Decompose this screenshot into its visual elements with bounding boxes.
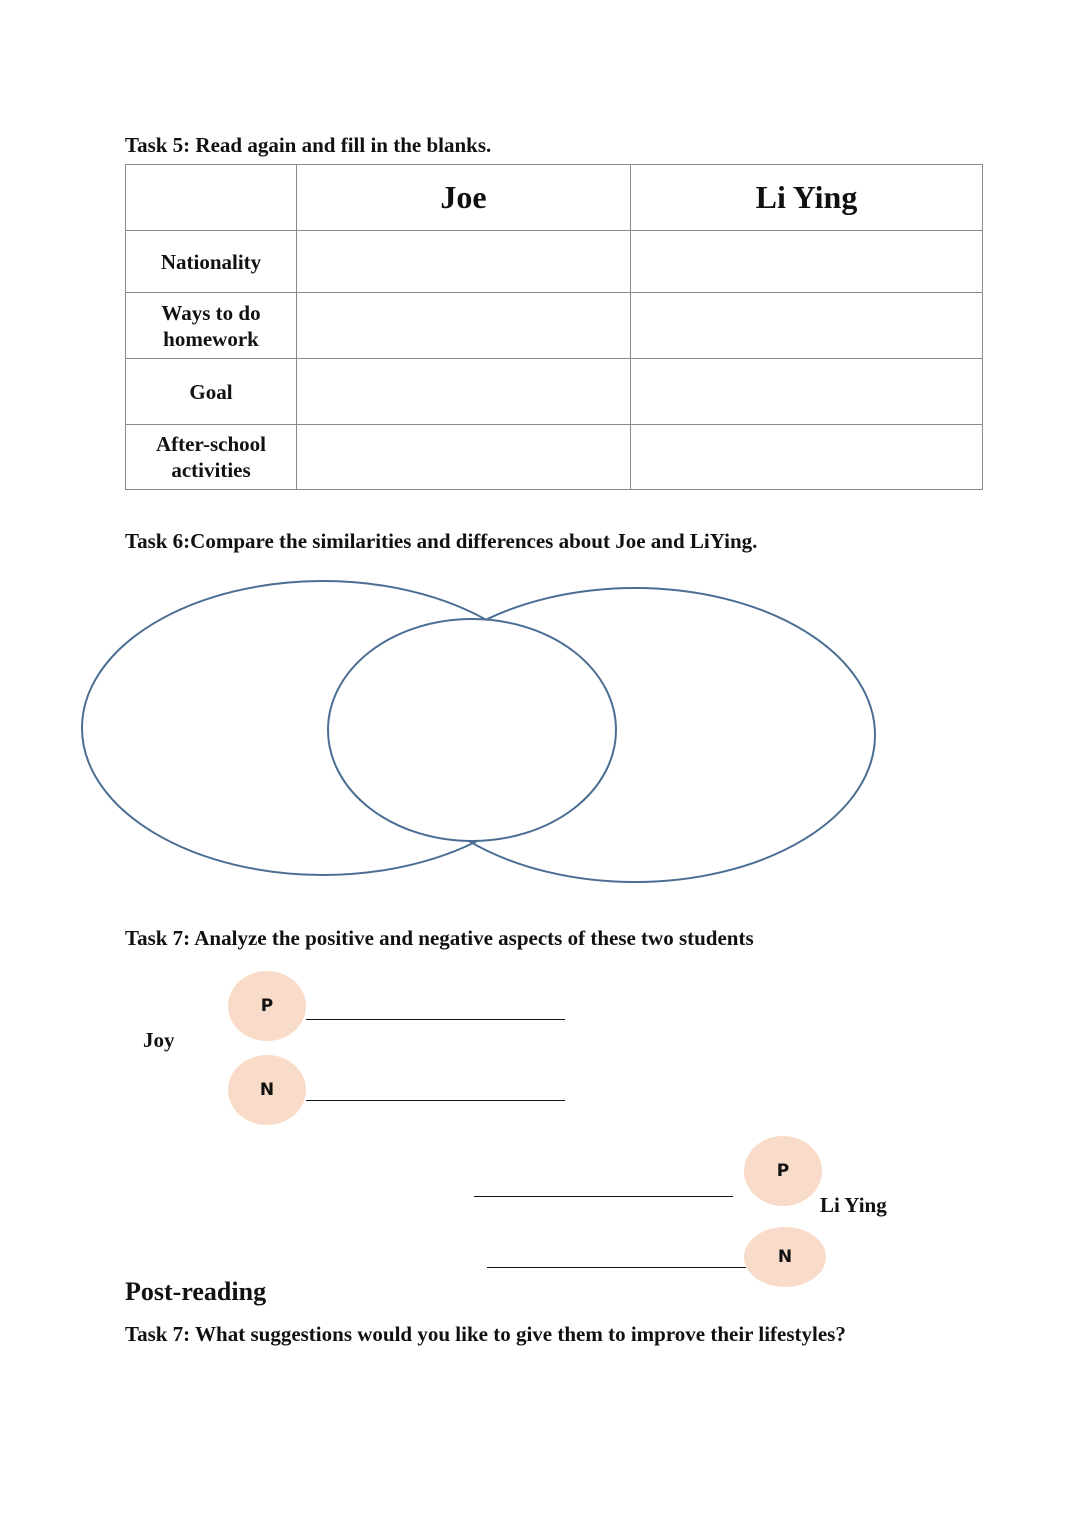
student-name-liying: Li Ying	[820, 1193, 887, 1217]
fill-in-table	[125, 164, 983, 490]
positive-bubble-liying: P	[744, 1136, 822, 1206]
row-label-homework	[126, 293, 297, 359]
row-label-goal: Goal	[126, 359, 297, 425]
blank-cell-joe-homework[interactable]	[297, 293, 631, 359]
task5-title: Task 5: Read again and fill in the blanks.	[125, 133, 492, 157]
blank-cell-liying-goal[interactable]	[631, 359, 983, 425]
row-label-line: homework	[163, 326, 259, 351]
column-header-li-ying: Li Ying	[631, 165, 983, 231]
venn-center-ellipse[interactable]	[328, 619, 616, 841]
answer-line-liying-positive[interactable]	[474, 1196, 733, 1197]
row-label-line: After-school	[155, 432, 266, 456]
table-row	[126, 425, 983, 490]
row-label-activities	[126, 425, 297, 490]
column-header-joe: Joe	[297, 165, 631, 231]
table-row	[126, 359, 983, 425]
negative-bubble-joy: N	[228, 1055, 306, 1125]
positive-bubble-joy: P	[228, 971, 306, 1041]
post-reading-heading: Post-reading	[125, 1277, 267, 1306]
table-header-row	[126, 165, 983, 231]
table-row	[126, 231, 983, 293]
row-label-line: activities	[171, 458, 251, 482]
answer-line-joy-positive[interactable]	[306, 1019, 565, 1020]
answer-line-joy-negative[interactable]	[306, 1100, 565, 1101]
table-corner-cell	[126, 165, 297, 231]
negative-bubble-liying: N	[744, 1227, 826, 1287]
blank-cell-liying-activities[interactable]	[631, 425, 983, 490]
task6-title: Task 6:Compare the similarities and differences about Joe and LiYing.	[125, 529, 758, 553]
task7-title: Task 7: Analyze the positive and negative aspects of these two students	[125, 926, 754, 950]
answer-line-liying-negative[interactable]	[487, 1267, 746, 1268]
table-row	[126, 293, 983, 359]
blank-cell-joe-activities[interactable]	[297, 425, 631, 490]
blank-cell-joe-goal[interactable]	[297, 359, 631, 425]
venn-diagram	[0, 560, 1080, 900]
post-reading-task: Task 7: What suggestions would you like to give them to improve their lifestyles?	[125, 1322, 846, 1346]
blank-cell-liying-homework[interactable]	[631, 293, 983, 359]
blank-cell-joe-nationality[interactable]	[297, 231, 631, 293]
row-label-line: Ways to do	[161, 300, 261, 325]
row-label-nationality: Nationality	[126, 231, 297, 293]
student-name-joy: Joy	[143, 1028, 175, 1052]
blank-cell-liying-nationality[interactable]	[631, 231, 983, 293]
